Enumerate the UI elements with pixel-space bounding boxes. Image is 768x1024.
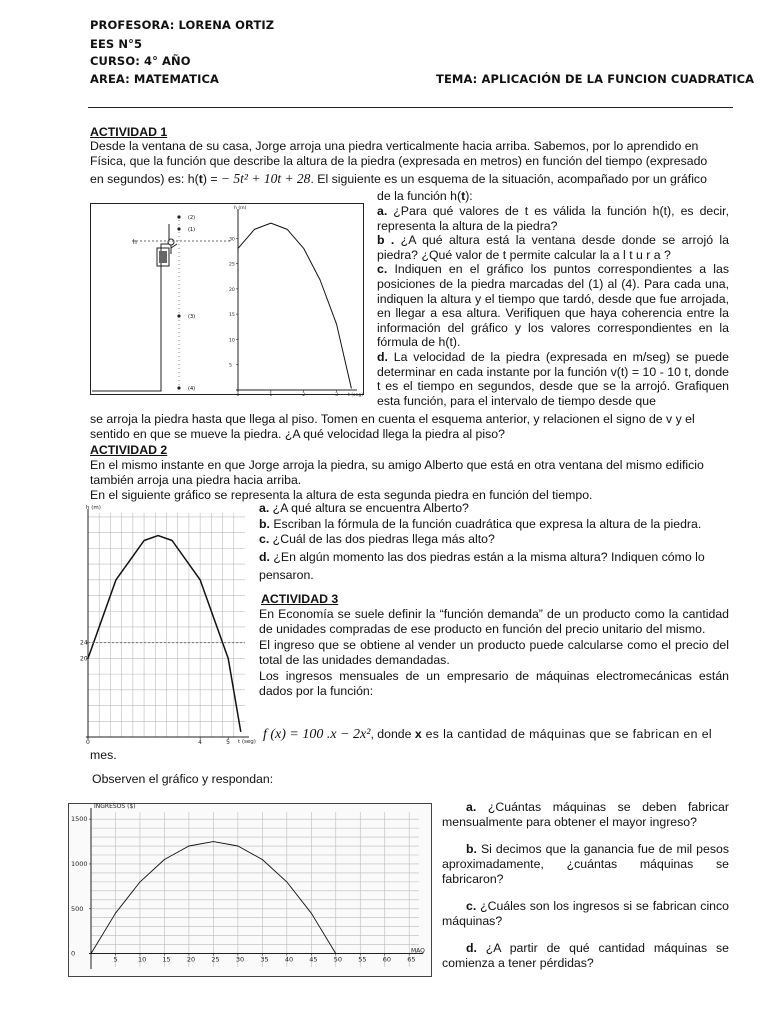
mark-1-label: (1): [188, 227, 196, 233]
intro3-t: t: [198, 172, 203, 186]
qc-label: c.: [377, 262, 388, 277]
y-axis-label: INGRESOS ($): [94, 803, 136, 810]
a2-label: a.: [259, 501, 270, 515]
act2-question-d: [259, 548, 731, 584]
y-tick-label: 5: [229, 363, 232, 369]
act1-graph: [91, 204, 363, 398]
act3-p2: El ingreso que se obtiene al vender un producto puede calcularse como el precio del total de las unidades demandadas.: [259, 637, 729, 668]
act3-questions: [442, 800, 729, 971]
act3-body: [259, 607, 729, 699]
y-tick-label: 30: [229, 237, 235, 243]
qb-label: b .: [377, 233, 395, 248]
scheme-h-label: h: [133, 239, 137, 246]
y-tick-label: 15: [229, 313, 235, 319]
x-axis-label: t (seg): [238, 739, 256, 745]
act1-d-cont-1: se arroja la piedra hasta que llega al piso. Tomen en cuenta el esquema anterior, y relacionen el signo de v y el: [90, 412, 695, 426]
intro4-c: ):: [465, 189, 473, 203]
header-school: EES N°5: [90, 37, 143, 51]
act3-question-d: [442, 941, 729, 971]
y-axis-label: h (m): [234, 206, 247, 211]
d2-text: ¿En algún momento las dos piedras están a la misma altura? Indiquen cómo lo pensaron.: [259, 549, 705, 582]
y-tick-label: 1500: [71, 815, 88, 824]
x-tick-label: 60: [382, 955, 392, 964]
x-tick-label: 55: [358, 955, 367, 964]
act3-p1: En Economía se suele definir la “función demanda” de un producto como la cantidad de unidades compradas de ese producto en función del precio unitario del mismo.: [259, 607, 729, 637]
qd-label: d.: [377, 349, 388, 364]
b2-label: b.: [259, 516, 270, 531]
act3-mes: mes.: [90, 748, 117, 762]
a2-text: ¿A qué altura se encuentra Alberto?: [269, 501, 469, 515]
y-tick-label: 10: [229, 338, 235, 344]
formula-after-a: , donde: [370, 727, 415, 741]
formula-x: x: [414, 727, 422, 741]
y-tick-label: 1000: [71, 859, 88, 868]
mark-4-label: (4): [188, 386, 196, 392]
act1-formula: − 5t² + 10t + 28: [220, 171, 311, 186]
x-tick-label: 15: [162, 955, 171, 964]
x-tick-label: 20: [186, 955, 196, 964]
act2-question-b: [259, 517, 731, 533]
y-tick-label: 0: [71, 949, 76, 958]
act1-intro-1: Desde la ventana de su casa, Jorge arroja una piedra verticalmente hacia arriba. Sabemos, por lo aprendido en: [90, 139, 699, 153]
act3-formula-line: [263, 727, 712, 743]
act1-question-d: [377, 350, 729, 408]
act1-plot: [229, 205, 363, 398]
c3-text: ¿Cuáles son los ingresos si se fabrican cinco máquinas?: [442, 899, 729, 928]
x-tick-label: 10: [137, 955, 147, 964]
c2-label: c.: [259, 532, 270, 547]
stone-position-4: [177, 386, 180, 389]
y-tick-label: 20: [229, 287, 235, 293]
x-tick-label: 0: [236, 393, 240, 398]
x-tick-label: 2: [302, 393, 306, 398]
c2-text: ¿Cuál de las dos piedras llega más alto?: [269, 532, 495, 547]
intro4-t: t: [461, 189, 466, 203]
act2-graph: [79, 504, 256, 746]
y-tick-label: 25: [229, 262, 235, 268]
act2-question-c: [259, 532, 731, 548]
act1-intro-2: Física, que la función que describe la altura de la piedra (expresada en metros) en función del tiempo (expresado: [90, 154, 708, 168]
qc-text: Indiquen en el gráfico los puntos correspondientes a las posiciones de la piedra marcadas del (1) al (4). Para cada una, indiquen la altura y el tiempo que tardó, desde que fue arrojada, en llegar a esa altura. Verifiquen que haya coherencia entre la información del gráfico y los valores correspondientes en la fórmula de h(t).: [377, 262, 729, 350]
stone-position-3: [177, 314, 180, 317]
header-teacher: PROFESORA: LORENA ORTIZ: [90, 18, 275, 32]
a3-label: a.: [466, 800, 477, 814]
window-figure: [157, 239, 177, 266]
stone-position-2: [177, 215, 180, 218]
act1-question-a: [377, 204, 729, 233]
act1-graph-frame: [90, 203, 364, 398]
formula-after-b: es la cantidad de máquinas que se fabrican en el: [421, 727, 713, 741]
x-tick-label: 45: [309, 955, 318, 964]
header-course: CURSO: 4° AÑO: [90, 54, 191, 68]
act3-title: ACTIVIDAD 3: [261, 592, 339, 606]
d3-label: d.: [466, 941, 477, 955]
plot-background: [69, 804, 431, 976]
act2-graph-frame: [79, 504, 256, 746]
y-tick-label: 24: [80, 639, 88, 647]
x-tick-label: 5: [226, 739, 231, 746]
b3-text: Si decimos que la ganancia fue de mil pesos aproximadamente, ¿cuántas máquinas se fabricaron?: [442, 842, 729, 886]
mark-3-label: (3): [188, 314, 196, 320]
x-tick-label: 5: [113, 955, 118, 964]
y-tick-label: 500: [71, 904, 84, 913]
intro3-b: ) =: [202, 172, 221, 186]
header-divider: [88, 107, 733, 108]
x-tick-label: 35: [260, 955, 269, 964]
act2-question-a: [259, 501, 731, 517]
act3-graph: [69, 804, 431, 976]
y-tick-label: 20: [80, 655, 88, 663]
act1-intro-3: [90, 172, 740, 187]
x-tick-label: 3: [335, 393, 339, 398]
act2-p3: En el siguiente gráfico se representa la altura de esta segunda piedra en función del tiempo.: [90, 488, 593, 502]
a3-text: ¿Cuántas máquinas se deben fabricar mensualmente para obtener el mayor ingreso?: [442, 800, 729, 829]
qa-text: ¿Para qué valores de t es válida la función h(t), es decir, representa la altura de la piedra?: [377, 204, 729, 233]
header-area: AREA: MATEMATICA: [90, 72, 219, 86]
y-axis-label: h (m): [86, 505, 101, 511]
act1-question-c: [377, 262, 729, 350]
d2-label: d.: [259, 549, 270, 564]
x-axis-label: t (seg): [348, 393, 363, 398]
x-tick-label: 0: [86, 739, 90, 746]
x-tick-label: 1: [269, 393, 273, 398]
intro3-a: en segundos) es: h(: [90, 172, 199, 186]
act2-p1: En el mismo instante en que Jorge arroja la piedra, su amigo Alberto que está en otra ventana del mismo edificio: [90, 458, 704, 472]
act3-question-b: [442, 842, 729, 887]
qb-text: ¿A qué altura está la ventana desde donde se arrojó la piedra? ¿Qué valor de t permite calcular la a l t u r a ?: [377, 233, 729, 262]
act1-d-cont-2: sentido en que se mueve la piedra. ¿A qué velocidad llega la piedra al piso?: [90, 427, 505, 441]
x-tick-label: 4: [198, 739, 202, 746]
b2-text: Escriban la fórmula de la función cuadrática que expresa la altura de la piedra.: [269, 516, 702, 531]
x-tick-label: 25: [211, 955, 220, 964]
act2-p2: también arroja una piedra hacia arriba.: [90, 473, 302, 487]
x-tick-label: 40: [284, 955, 294, 964]
act1-title: ACTIVIDAD 1: [90, 125, 168, 139]
act3-formula: f (x) = 100 .x − 2x²: [263, 727, 371, 742]
act1-questions: [377, 204, 729, 408]
act3-observe: Observen el gráfico y respondan:: [92, 772, 274, 786]
intro3-c: . El siguiente es un esquema de la situación, acompañado por un gráfico: [310, 172, 707, 186]
act3-graph-frame: [68, 803, 432, 977]
x-tick-label: 65: [407, 955, 416, 964]
x-axis-label: MAQ: [411, 947, 425, 955]
act1-question-b: [377, 233, 729, 262]
mark-2-label: (2): [188, 215, 196, 221]
series-line: [238, 223, 351, 388]
c3-label: c.: [466, 899, 477, 913]
act3-question-c: [442, 899, 729, 929]
act1-intro-4: [377, 189, 473, 204]
act2-title: ACTIVIDAD 2: [90, 443, 168, 457]
act3-question-a: [442, 800, 729, 830]
qd-text: La velocidad de la piedra (expresada en m/seg) se puede determinar en cada instante por la función v(t) = 10 - 10 t, donde t es el tiempo en segundos, desde que se la arrojó. Grafiquen esta función, para el intervalo de tiempo desde que: [377, 349, 729, 408]
b3-label: b.: [466, 842, 477, 856]
intro4-a: de la función h(: [377, 189, 462, 203]
x-tick-label: 30: [235, 955, 245, 964]
x-tick-label: 50: [333, 955, 343, 964]
qa-label: a.: [377, 204, 388, 218]
act2-questions: [259, 501, 731, 584]
stone-position-1: [177, 227, 180, 230]
series-line: [88, 536, 241, 732]
act3-p3: Los ingresos mensuales de un empresario de máquinas electromecánicas están dados por la función:: [259, 668, 729, 699]
d3-text: ¿A partir de qué cantidad máquinas se comienza a tener pérdidas?: [442, 941, 729, 970]
header-topic: TEMA: APLICACIÓN DE LA FUNCION CUADRATICA: [436, 72, 755, 86]
